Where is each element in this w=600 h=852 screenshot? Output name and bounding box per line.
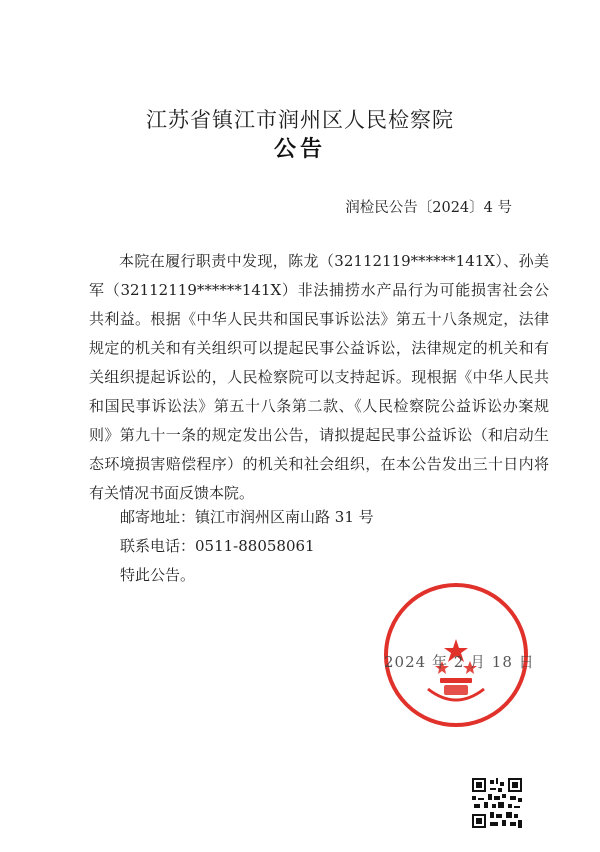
issuing-organization: 江苏省镇江市润州区人民检察院 [146, 108, 454, 132]
closing-statement: 特此公告。 [120, 566, 196, 584]
notice-paragraph: 本院在履行职责中发现，陈龙（32112119******141X）、孙美军（32112119******141X）非法捕捞水产品行为可能损害社会公共利益。根据《中华人民共和国民事诉讼法》第五十八条规定，法律规定的机关和有关组织可以提起民事公益诉讼，法律规定的机关和有关组织提起诉讼的，人民检察院可以支持起诉。现根据《中华人民共和国民事诉讼法》第五十八条第二款、《人民检察院公益诉讼办案规则》第九十一条的规定发出公告，请拟提起民事公益诉讼（和启动生态环境损害赔偿程序）的机关和社会组织，在本公告发出三十日内将有关情况书面反馈本院。 [89, 252, 549, 502]
issue-date: 2024 年 2 月 18 日 [384, 653, 535, 671]
qr-code-icon [472, 778, 522, 828]
notice-body [89, 247, 549, 508]
contact-phone: 联系电话：0511-88058061 [120, 537, 315, 555]
document-title: 公告 [273, 136, 326, 162]
mailing-address: 邮寄地址：镇江市润州区南山路 31 号 [120, 508, 374, 526]
document-number: 润检民公告〔2024〕4 号 [345, 200, 512, 216]
